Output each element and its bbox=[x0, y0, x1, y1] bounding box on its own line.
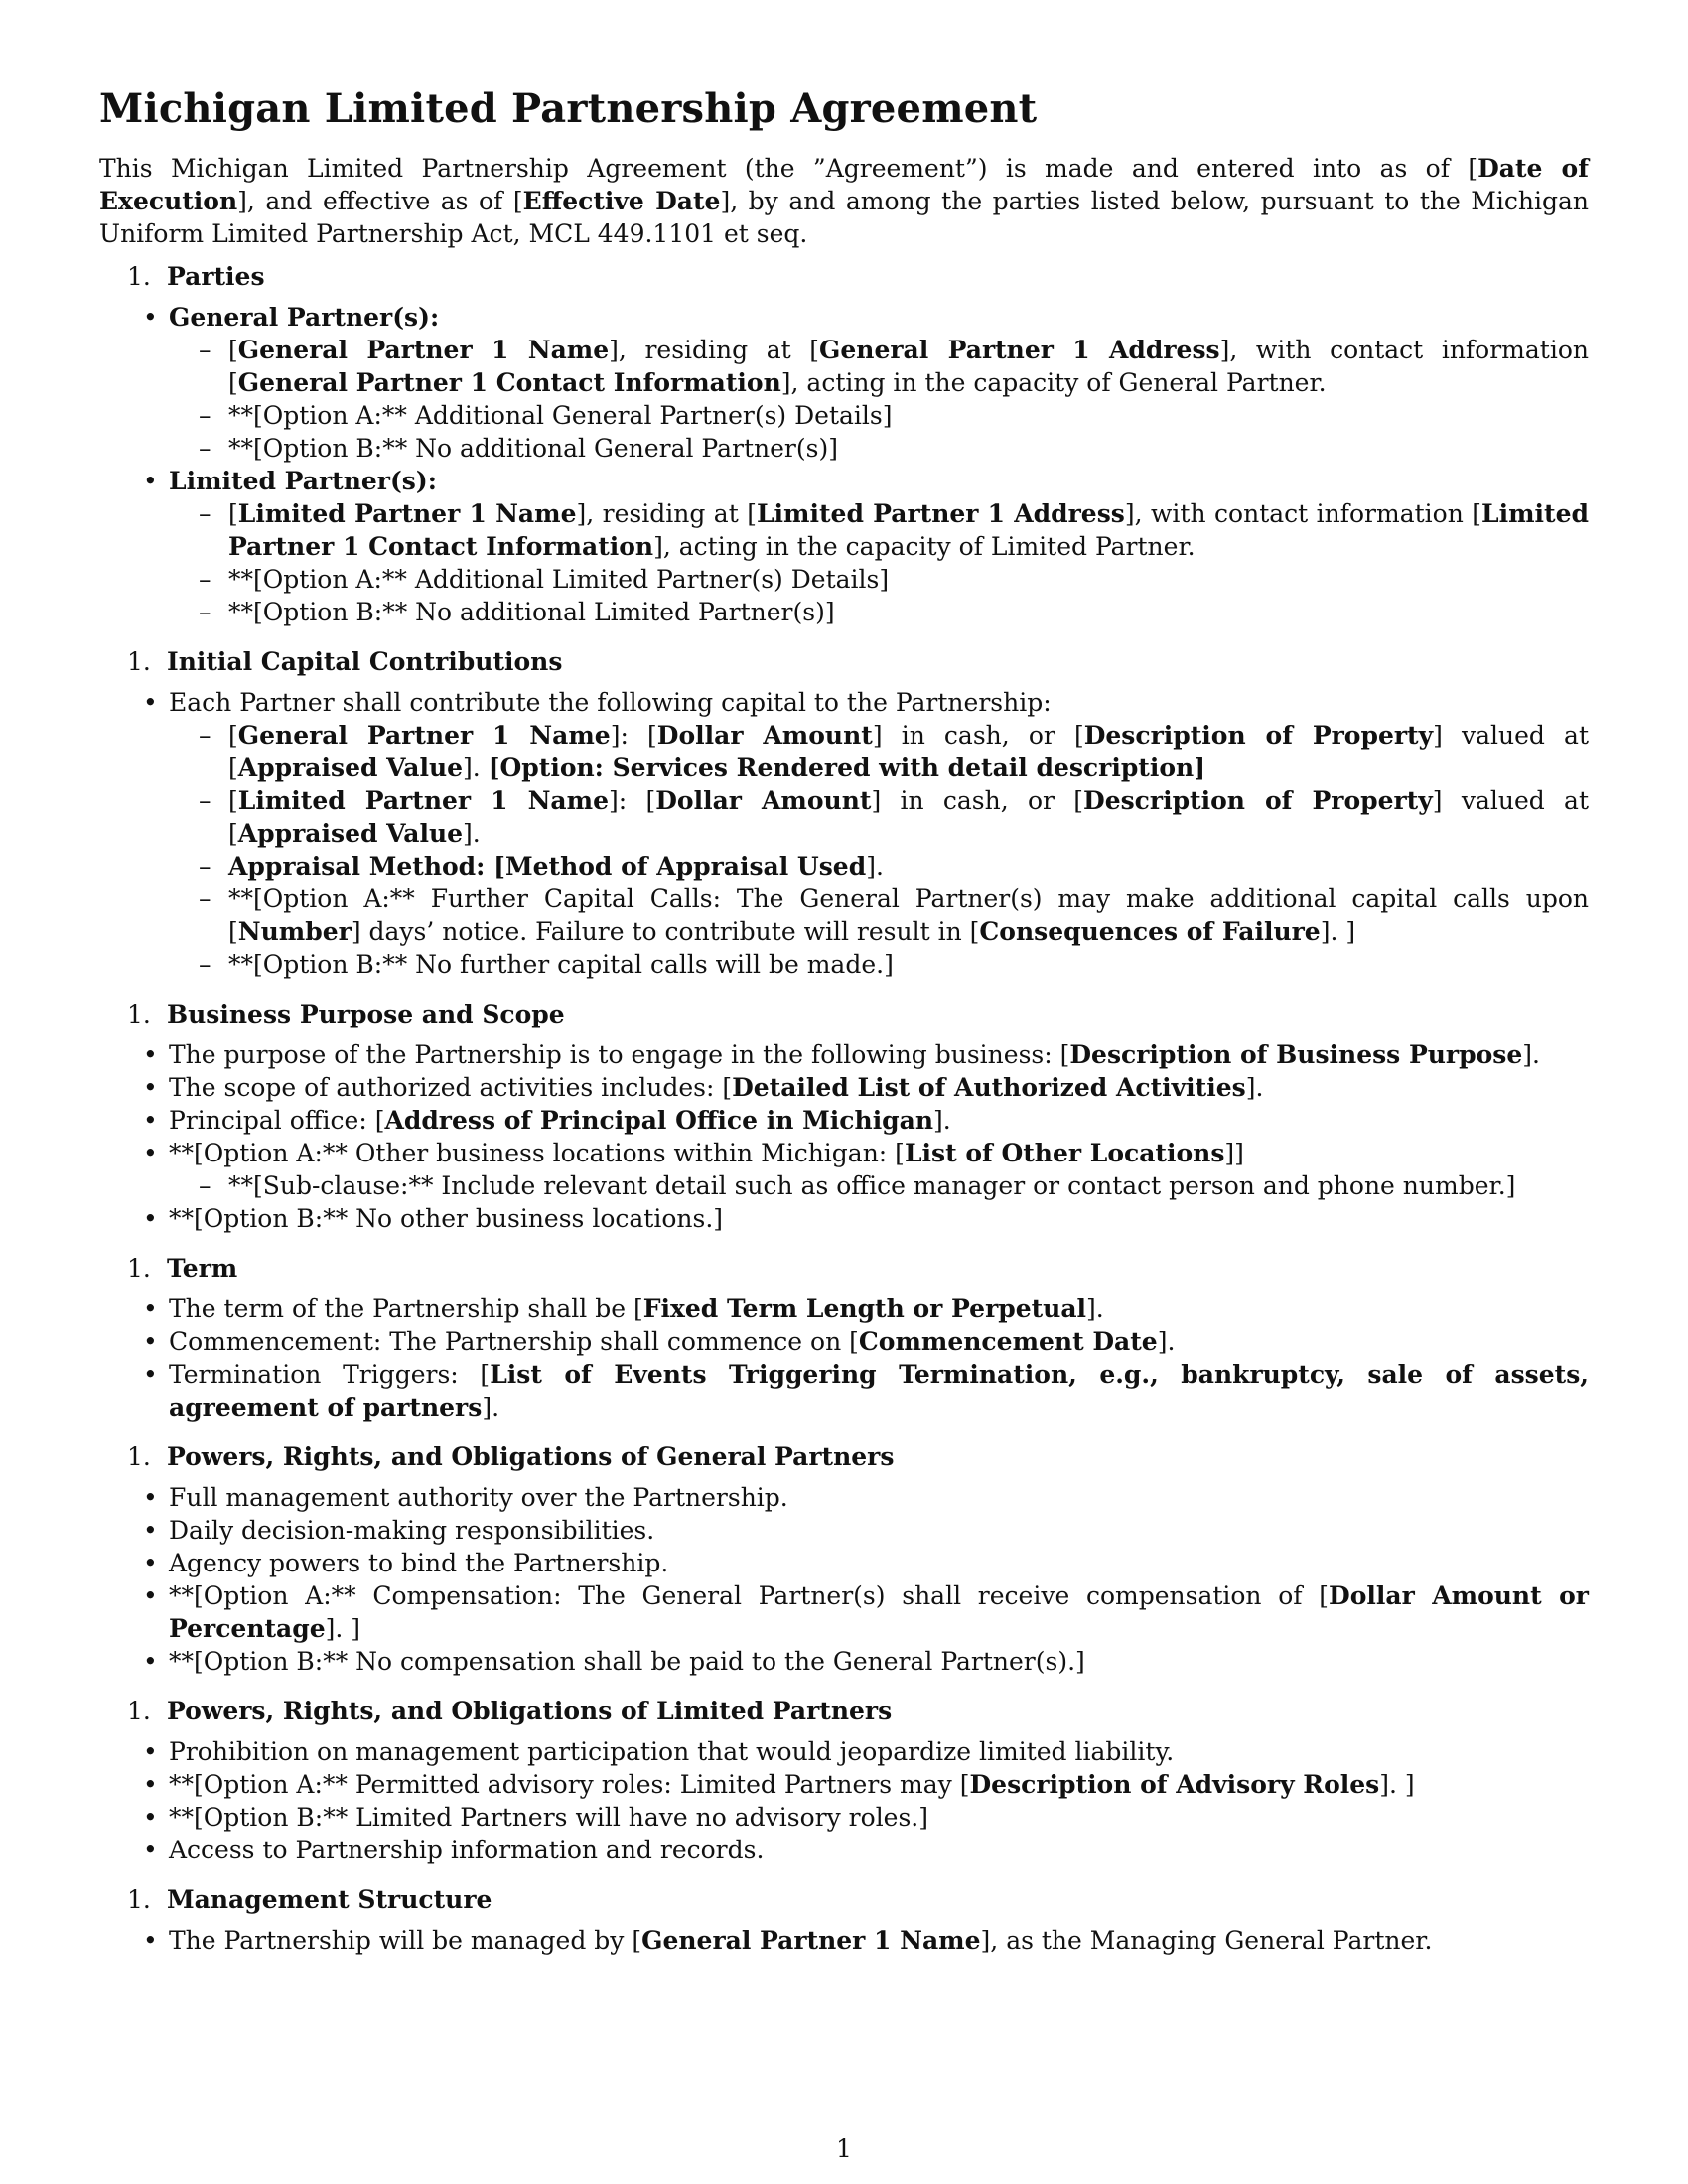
list-item: – Appraisal Method: [Method of Appraisal Used]. bbox=[169, 850, 1589, 883]
section-heading-parties: 1. Parties bbox=[127, 262, 265, 291]
list-item: – **[Option A:** Additional General Partner(s) Details] bbox=[169, 399, 1589, 432]
list-item: – **[Option B:** No further capital calls will be made.] bbox=[169, 948, 1589, 981]
list-item: • The purpose of the Partnership is to engage in the following business: [Description of Business Purpose]. bbox=[99, 1038, 1589, 1071]
section-heading-term: 1. Term bbox=[127, 1254, 238, 1283]
list-item: • **[Option A:** Other business locations within Michigan: [List of Other Locations]] – **[Sub-clause:** Include relevant detail such as office manager or contact person and phone number.] bbox=[99, 1137, 1589, 1202]
intro-paragraph: This Michigan Limited Partnership Agreement (the ”Agreement”) is made and entered into as of [Date of Execution], and effective as of [Effective Date], by and among the parties listed below, pursuant to the Michigan Uniform Limited Partnership Act, MCL 449.1101 et seq. bbox=[99, 154, 1590, 248]
list-item: • General Partner(s): – [General Partner 1 Name], residing at [General Partner 1 Address], with contact information [General Partner 1 Contact Information], acting in the capacity of General Partner. – **[Option A:** Additional General Partner(s) Details] – **[Option B:** No additional General Partner(s)] bbox=[99, 301, 1589, 465]
list-item: • The term of the Partnership shall be [Fixed Term Length or Perpetual]. bbox=[99, 1293, 1589, 1325]
list-item: – **[Option A:** Additional Limited Partner(s) Details] bbox=[169, 563, 1589, 596]
document-title: Michigan Limited Partnership Agreement bbox=[99, 85, 1038, 132]
list-item: – [Limited Partner 1 Name], residing at [Limited Partner 1 Address], with contact information [Limited Partner 1 Contact Information], acting in the capacity of Limited Partner. bbox=[169, 497, 1589, 563]
list-item: • Daily decision-making responsibilities. bbox=[99, 1514, 1589, 1547]
list-item: • Commencement: The Partnership shall commence on [Commencement Date]. bbox=[99, 1325, 1589, 1358]
list-item: • Limited Partner(s): – [Limited Partner 1 Name], residing at [Limited Partner 1 Address], with contact information [Limited Partner 1 Contact Information], acting in the capacity of Limited Partner. – **[Option A:** Additional Limited Partner(s) Details] – **[Option B:** No additional Limited Partner(s)] bbox=[99, 465, 1589, 628]
list-item: – [General Partner 1 Name], residing at [General Partner 1 Address], with contact information [General Partner 1 Contact Information], acting in the capacity of General Partner. bbox=[169, 334, 1589, 399]
list-item: • Access to Partnership information and records. bbox=[99, 1834, 1589, 1866]
page-number: 1 bbox=[836, 2134, 852, 2163]
list-item: – [Limited Partner 1 Name]: [Dollar Amount] in cash, or [Description of Property] valued at [Appraised Value]. bbox=[169, 784, 1589, 850]
list-item: • Each Partner shall contribute the following capital to the Partnership: – [General Partner 1 Name]: [Dollar Amount] in cash, or [Description of Property] valued at [Appraised Value]. [Option: Services Rendered with detail description] – [Limited Partner 1 Name]: [Dollar Amount] in cash, or [Description of Property] valued at [Appraised Value]. – Appraisal Method: [Method of Appraisal Used]. – **[Option A:** Further Capital Calls: The General Partner(s) may make additional capital calls upon [Number] days’ notice. Failure to contribute will result in [Consequences of Failure]. ] – **[Option B:** No further capital calls will be made.] bbox=[99, 686, 1589, 981]
parties-list bbox=[99, 301, 1589, 628]
capital-sublist bbox=[169, 719, 1589, 981]
list-item: – **[Option A:** Further Capital Calls: The General Partner(s) may make additional capital calls upon [Number] days’ notice. Failure to contribute will result in [Consequences of Failure]. ] bbox=[169, 883, 1589, 948]
term-list bbox=[99, 1293, 1589, 1424]
list-item: • The scope of authorized activities includes: [Detailed List of Authorized Activities]. bbox=[99, 1071, 1589, 1104]
list-item: • The Partnership will be managed by [General Partner 1 Name], as the Managing General Partner. bbox=[99, 1924, 1589, 1957]
list-item: • Prohibition on management participation that would jeopardize limited liability. bbox=[99, 1735, 1589, 1768]
list-item: • Agency powers to bind the Partnership. bbox=[99, 1547, 1589, 1579]
limited-partner-list bbox=[169, 497, 1589, 628]
list-item: • Full management authority over the Partnership. bbox=[99, 1481, 1589, 1514]
list-item: • **[Option B:** Limited Partners will have no advisory roles.] bbox=[99, 1801, 1589, 1834]
capital-list bbox=[99, 686, 1589, 981]
list-item: – [General Partner 1 Name]: [Dollar Amount] in cash, or [Description of Property] valued at [Appraised Value]. [Option: Services Rendered with detail description] bbox=[169, 719, 1589, 784]
purpose-sublist bbox=[169, 1169, 1589, 1202]
management-list bbox=[99, 1924, 1589, 1957]
list-item: – **[Option B:** No additional Limited Partner(s)] bbox=[169, 596, 1589, 628]
section-heading-gp-powers: 1. Powers, Rights, and Obligations of General Partners bbox=[127, 1442, 895, 1471]
list-item: • **[Option B:** No other business locations.] bbox=[99, 1202, 1589, 1235]
section-heading-purpose: 1. Business Purpose and Scope bbox=[127, 1000, 565, 1028]
list-item: • Termination Triggers: [List of Events Triggering Termination, e.g., bankruptcy, sale of assets, agreement of partners]. bbox=[99, 1358, 1589, 1424]
list-item: • Principal office: [Address of Principal Office in Michigan]. bbox=[99, 1104, 1589, 1137]
gp-powers-list bbox=[99, 1481, 1589, 1678]
lp-powers-list bbox=[99, 1735, 1589, 1866]
list-item: – **[Option B:** No additional General Partner(s)] bbox=[169, 432, 1589, 465]
list-item: • **[Option A:** Compensation: The General Partner(s) shall receive compensation of [Dollar Amount or Percentage]. ] bbox=[99, 1579, 1589, 1645]
section-heading-lp-powers: 1. Powers, Rights, and Obligations of Limited Partners bbox=[127, 1697, 893, 1725]
list-item: • **[Option A:** Permitted advisory roles: Limited Partners may [Description of Advisory Roles]. ] bbox=[99, 1768, 1589, 1801]
purpose-list bbox=[99, 1038, 1589, 1235]
list-item: • **[Option B:** No compensation shall be paid to the General Partner(s).] bbox=[99, 1645, 1589, 1678]
list-item: – **[Sub-clause:** Include relevant detail such as office manager or contact person and phone number.] bbox=[169, 1169, 1589, 1202]
section-heading-management: 1. Management Structure bbox=[127, 1885, 492, 1914]
document-body bbox=[99, 84, 1589, 1974]
general-partner-list bbox=[169, 334, 1589, 465]
section-heading-capital: 1. Initial Capital Contributions bbox=[127, 647, 563, 676]
